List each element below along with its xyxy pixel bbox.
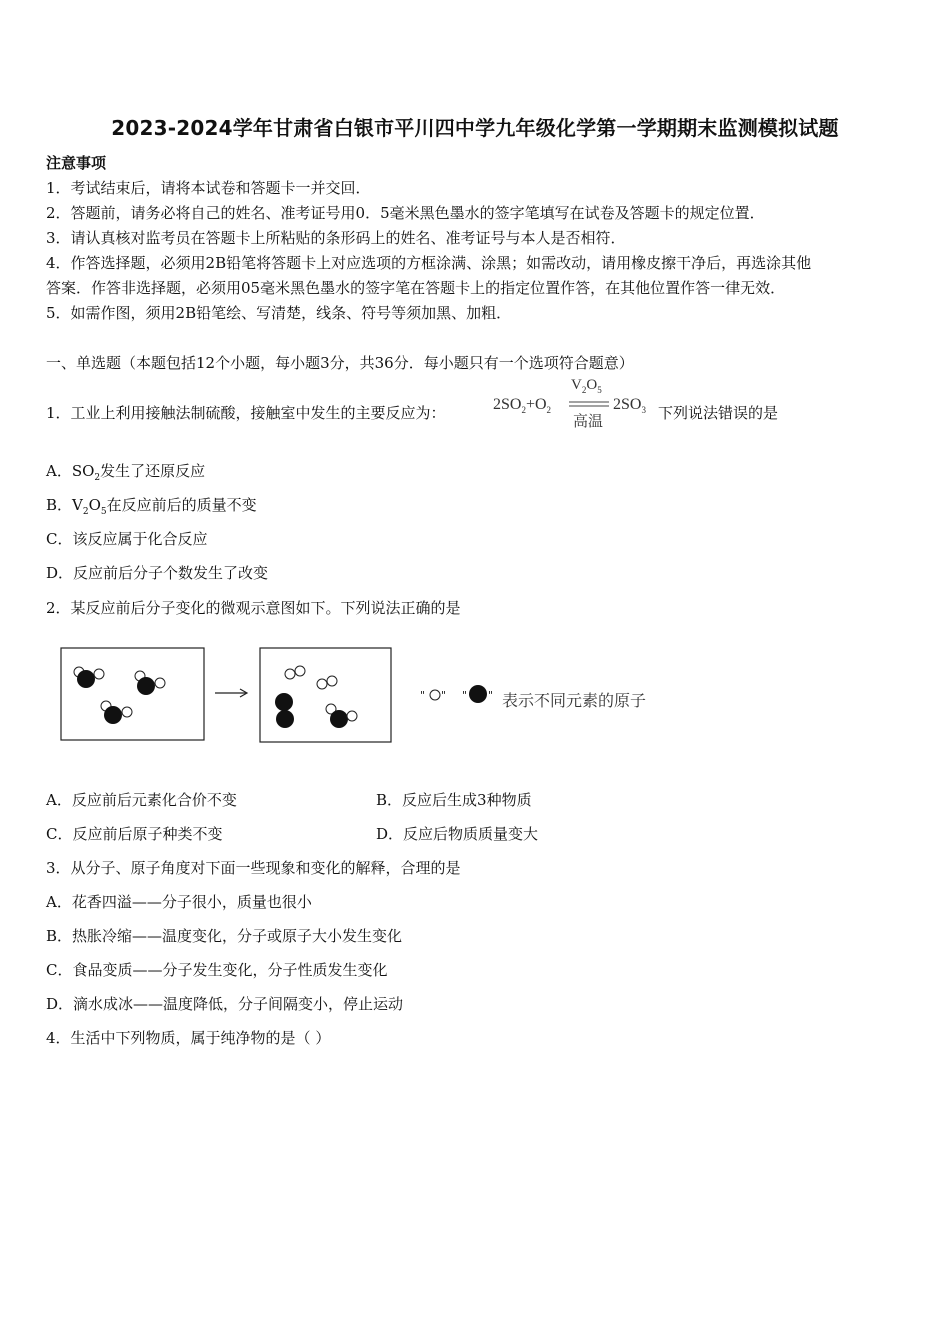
option-d: D．滴水成冰——温度降低，分子间隔变小，停止运动 [46, 995, 404, 1013]
molecule-before-2 [135, 671, 165, 695]
legend-text: 表示不同元素的原子 [502, 691, 647, 710]
before-box [61, 648, 204, 740]
equals-sign [568, 400, 610, 408]
notice-item: 答案．作答非选择题，必须用05毫米黑色墨水的签字笔在答题卡上的指定位置作答，在其他位置作答一律无效． [46, 279, 786, 297]
option-a: A．反应前后元素化合价不变 [46, 791, 237, 809]
option-c: C．该反应属于化合反应 [46, 530, 208, 548]
notice-item: 4．作答选择题，必须用2B铅笔将答题卡上对应选项的方框涂满、涂黑；如需改动，请用橡皮擦干净后，再选涂其他 [46, 254, 812, 272]
q4-stem: 4．生活中下列物质，属于纯净物的是（ ） [46, 1029, 331, 1047]
molecule-before-1 [74, 667, 104, 688]
q3-stem: 3．从分子、原子角度对下面一些现象和变化的解释，合理的是 [46, 859, 461, 877]
q2-stem: 2．某反应前后分子变化的微观示意图如下。下列说法正确的是 [46, 599, 461, 617]
option-c: C．反应前后原子种类不变 [46, 825, 223, 843]
molecule-after-3 [326, 704, 357, 728]
option-b: B．反应后生成3种物质 [376, 791, 532, 809]
catalyst-label: $V_2O_5$ [571, 377, 602, 395]
section-heading: 一、单选题（本题包括12个小题，每小题3分，共36分．每小题只有一个选项符合题意） [46, 354, 634, 372]
molecule-after-o2-1 [285, 666, 305, 679]
option-a: A．花香四溢——分子很小，质量也很小 [46, 893, 312, 911]
equation-product: $2SO_3$ [613, 396, 646, 416]
condition-label: 高温 [573, 414, 604, 430]
q1-stem: 1．工业上利用接触法制硫酸，接触室中发生的主要反应为： [46, 404, 446, 422]
notice-item: 3．请认真核对监考员在答题卡上所粘贴的条形码上的姓名、准考证号与本人是否相符． [46, 229, 626, 247]
option-a: A．$SO_2$发生了还原反应 [46, 462, 206, 483]
notice-item: 5．如需作图，须用2B铅笔绘、写清楚，线条、符号等须加黑、加粗． [46, 304, 512, 322]
option-b: B．热胀冷缩——温度变化，分子或原子大小发生变化 [46, 927, 403, 945]
legend-black-atom [469, 685, 487, 703]
molecule-before-3 [101, 701, 132, 724]
notice-heading: 注意事项 [46, 154, 107, 172]
option-b: B．$V_2O_5$在反应前后的质量不变 [46, 496, 257, 517]
legend-white-atom [430, 690, 440, 700]
svg-text:": " [488, 689, 494, 702]
page-title: 2023-2024学年甘肃省白银市平川四中学九年级化学第一学期期末监测模拟试题 [111, 116, 839, 140]
molecule-after-black2 [275, 693, 294, 728]
reaction-arrow [215, 689, 247, 697]
option-d: D．反应前后分子个数发生了改变 [46, 564, 269, 582]
option-d: D．反应后物质质量变大 [376, 825, 539, 843]
legend-white-quote: " [420, 689, 426, 702]
equation-reactants: $2SO_2+O_2$ [493, 396, 552, 416]
svg-text:": " [441, 689, 447, 702]
option-c: C．食品变质——分子发生变化，分子性质发生变化 [46, 961, 388, 979]
notice-item: 2．答题前，请务必将自己的姓名、准考证号用0．5毫米黑色墨水的签字笔填写在试卷及答题卡的规定位置． [46, 204, 765, 222]
q1-tail: 下列说法错误的是 [658, 404, 779, 422]
molecule-after-o2-2 [317, 676, 337, 689]
svg-text:": " [462, 689, 468, 702]
notice-item: 1．考试结束后，请将本试卷和答题卡一并交回． [46, 179, 371, 197]
